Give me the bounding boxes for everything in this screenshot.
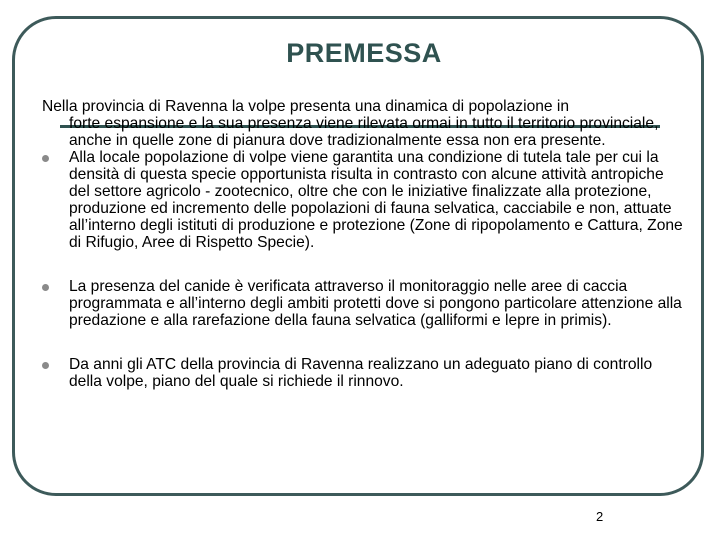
- bullet-dot-icon: [42, 155, 49, 162]
- bullet-dot-icon: [42, 362, 49, 369]
- bullet-text: La presenza del canide è verificata attraverso il monitoraggio nelle aree di caccia programmata e all’interno degli ambiti protetti dove si pongono particolare attenzione alla predazione e alla rarefazione della fauna selvatica (galliformi e lepre in primis).: [69, 278, 682, 329]
- bullet-item: [42, 278, 687, 329]
- slide-title: PREMESSA: [286, 38, 442, 68]
- bullet-text: Alla locale popolazione di volpe viene garantita una condizione di tutela tale per cui la densità di questa specie opportunista risulta in contrasto con alcune attività antropiche del settore agricolo - zootecnico, oltre che con le iniziative finalizzate alla protezione, produzione ed incremento delle popolazioni di fauna selvatica, cacciabile e non, attuate all’interno degli istituti di produzione e protezione (Zone di ripopolamento e Cattura, Zone di Rifugio, Aree di Rispetto Specie).: [69, 149, 683, 251]
- intro-continuation: forte espansione e la sua presenza viene rilevata ormai in tutto il territorio provinciale, anche in quelle zone di pianura dove tradizionalmente essa non era presente.: [69, 115, 659, 149]
- slide-body: [42, 98, 687, 390]
- bullet-dot-icon: [42, 284, 49, 291]
- intro-first-line: Nella provincia di Ravenna la volpe presenta una dinamica di popolazione in: [42, 98, 570, 115]
- bullet-item: [42, 149, 687, 251]
- intro-paragraph: [42, 98, 687, 149]
- page-number: 2: [596, 509, 604, 524]
- bullet-text: Da anni gli ATC della provincia di Ravenna realizzano un adeguato piano di controllo della volpe, piano del quale si richiede il rinnovo.: [69, 356, 653, 390]
- bullet-item: [42, 356, 687, 390]
